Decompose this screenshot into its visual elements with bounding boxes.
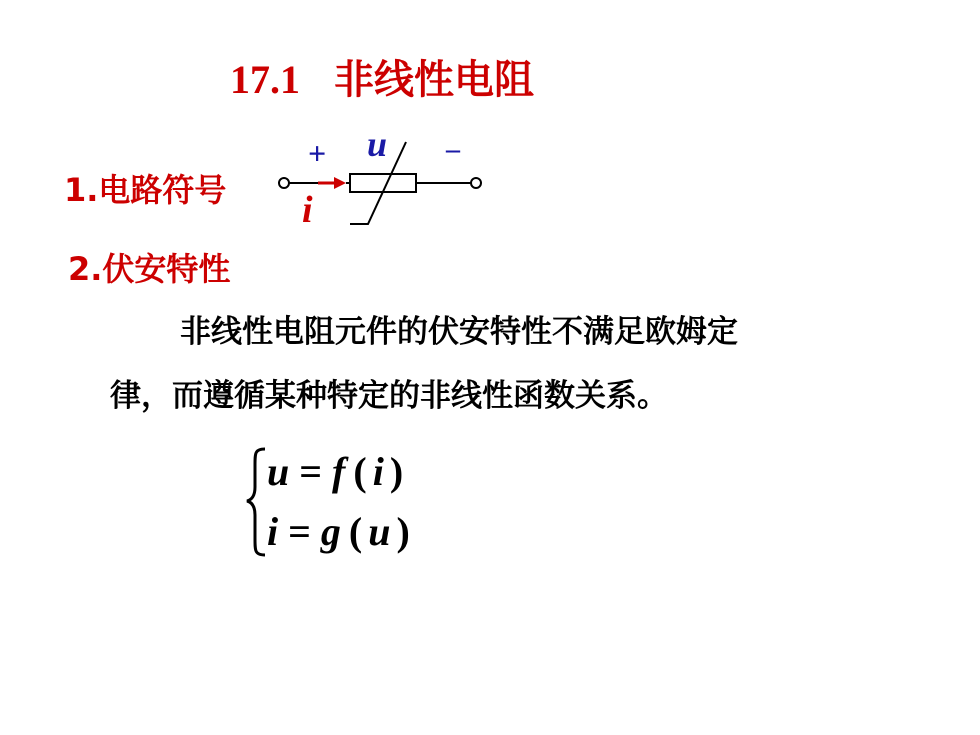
title-number: 17.1 [230,57,300,102]
voltage-label: u [367,124,388,164]
left-terminal [279,178,289,188]
eq2-func: g [320,509,341,554]
section-circuit-symbol-heading: 1.电路符号 [64,171,227,209]
plus-sign: + [308,135,327,171]
title-text: 非线性电阻 [334,57,534,103]
eq2-arg: u [368,509,391,554]
equation-system [245,445,465,560]
equation-2: i = g ( u ) [267,509,410,554]
equation-1: u = f ( i ) [267,449,404,494]
eq2-lhs: i [267,509,279,554]
eq1-arg: i [372,449,384,494]
current-arrow-head [334,177,346,189]
nonlinear-resistor-symbol [270,118,500,233]
eq1-func: f [332,449,346,494]
current-label: i [302,189,313,231]
paragraph-line-2: 律，而遵循某种特定的非线性函数关系。 [110,378,668,414]
right-terminal [471,178,481,188]
minus-sign: – [446,134,460,165]
eq1-lhs: u [267,449,290,494]
page-title [230,48,534,105]
section-vi-characteristic-heading: 2.伏安特性 [68,250,231,288]
left-brace [247,449,265,555]
paragraph-line-1: 非线性电阻元件的伏安特性不满足欧姆定 [180,314,738,350]
description-paragraph [110,300,910,428]
